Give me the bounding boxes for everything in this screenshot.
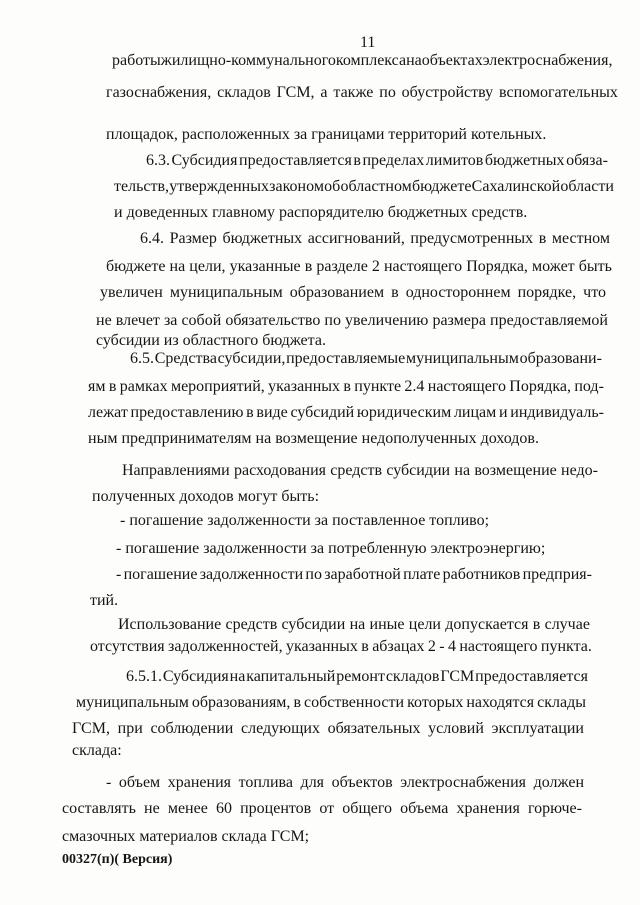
text-line: субсидии из областного бюджета.: [96, 332, 326, 349]
text-line: не влечет за собой обязательство по увеличению размера предоставляемой: [96, 312, 608, 329]
text-line: тельств, утвержденных законом об областном бюджете Сахалинской области: [114, 178, 614, 195]
text-line: 6.5. Средства субсидии, предоставляемые муниципальным образовани-: [130, 350, 602, 367]
text-line: - погашение задолженности за потребленную электроэнергию;: [116, 540, 546, 557]
text-line: склада:: [72, 742, 122, 759]
page-number: 11: [360, 34, 376, 51]
text-line: 6.5.1. Субсидия на капитальный ремонт складов ГСМ предоставляется: [126, 668, 588, 685]
text-line: полученных доходов могут быть:: [92, 488, 320, 505]
text-line: бюджете на цели, указанные в разделе 2 настоящего Порядка, может быть: [106, 258, 612, 275]
text-line: составлять не менее 60 процентов от общего объема хранения горюче-: [62, 800, 582, 817]
text-line: ГСМ, при соблюдении следующих обязательных условий эксплуатации: [72, 720, 584, 737]
text-line: увеличен муниципальным образованием в одностороннем порядке, что: [100, 284, 606, 301]
text-line: и доведенных главному распорядителю бюджетных средств.: [114, 204, 528, 221]
text-line: - объем хранения топлива для объектов электроснабжения должен: [106, 774, 584, 791]
text-line: отсутствия задолженностей, указанных в абзацах 2 - 4 настоящего пункта.: [90, 638, 592, 655]
text-line: - погашение задолженности по заработной плате работников предприя-: [116, 566, 592, 583]
text-line: лежат предоставлению в виде субсидий юридическим лицам и индивидуаль-: [88, 404, 604, 421]
text-line: тий.: [90, 592, 119, 609]
text-line: 6.4. Размер бюджетных ассигнований, предусмотренных в местном: [140, 230, 610, 247]
text-line: газоснабжения, складов ГСМ, а также по обустройству вспомогательных: [106, 84, 618, 101]
text-line: Использование средств субсидии на иные цели допускается в случае: [118, 616, 590, 633]
text-line: смазочных материалов склада ГСМ;: [62, 828, 310, 845]
footer-document-code: 00327(п)( Версия): [62, 852, 173, 867]
text-line: ным предпринимателям на возмещение недополученных доходов.: [88, 430, 539, 447]
text-line: работы жилищно-коммунального комплекса на объектах электроснабжения,: [112, 52, 613, 69]
text-line: Направлениями расходования средств субсидии на возмещение недо-: [122, 462, 598, 479]
text-line: муниципальным образованиям, в собственности которых находятся склады: [76, 694, 586, 711]
text-line: площадок, расположенных за границами территорий котельных.: [106, 126, 547, 143]
text-line: - погашение задолженности за поставленное топливо;: [120, 512, 490, 529]
text-line: 6.3. Субсидия предоставляется в пределах лимитов бюджетных обяза-: [146, 152, 608, 169]
text-line: ям в рамках мероприятий, указанных в пункте 2.4 настоящего Порядка, под-: [88, 378, 604, 395]
